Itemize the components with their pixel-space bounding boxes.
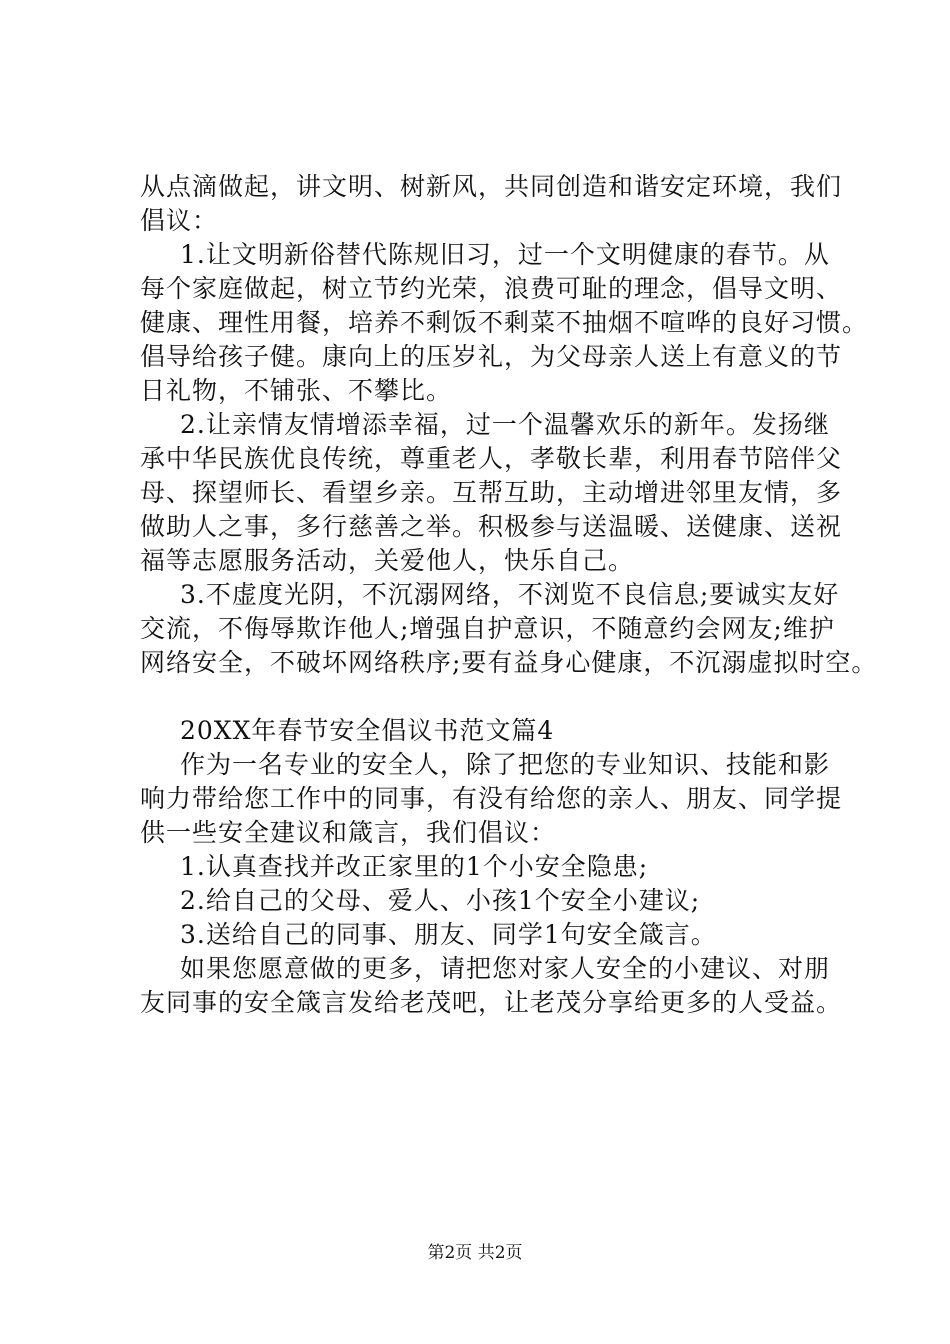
text-line: 母、探望师长、看望乡亲。互帮互助，主动增进邻里友情，多 xyxy=(140,478,843,507)
section-heading: 20XX年春节安全倡议书范文篇4 xyxy=(180,716,555,745)
document-body xyxy=(140,170,878,1020)
text-line: 供一些安全建议和箴言，我们倡议： xyxy=(140,818,557,847)
text-line: 如果您愿意做的更多，请把您对家人安全的小建议、对朋 xyxy=(180,954,831,983)
text-line: 友同事的安全箴言发给老茂吧，让老茂分享给更多的人受益。 xyxy=(140,988,843,1017)
text-line: 3.不虚度光阴，不沉溺网络，不浏览不良信息;要诚实友好 xyxy=(180,580,840,609)
list-item: 3.送给自己的同事、朋友、同学1句安全箴言。 xyxy=(180,920,717,949)
text-line: 2.让亲情友情增添幸福，过一个温馨欢乐的新年。发扬继 xyxy=(180,410,830,439)
text-line: 承中华民族优良传统，尊重老人，孝敬长辈，利用春节陪伴父 xyxy=(140,444,843,473)
text-line: 1.让文明新俗替代陈规旧习，过一个文明健康的春节。从 xyxy=(180,240,830,269)
text-line: 日礼物，不铺张、不攀比。 xyxy=(140,376,453,405)
list-item: 2.给自己的父母、爱人、小孩1个安全小建议; xyxy=(180,886,701,915)
text-line: 作为一名专业的安全人，除了把您的专业知识、技能和影 xyxy=(180,750,831,779)
text-line: 福等志愿服务活动，关爱他人，快乐自己。 xyxy=(140,546,635,575)
text-line: 每个家庭做起，树立节约光荣，浪费可耻的理念，倡导文明、 xyxy=(140,274,843,303)
list-item: 1.认真查找并改正家里的1个小安全隐患; xyxy=(180,852,649,881)
paragraph-gap xyxy=(140,680,840,714)
text-line: 从点滴做起，讲文明、树新风，共同创造和谐安定环境，我们 xyxy=(140,172,843,201)
text-line: 响力带给您工作中的同事，有没有给您的亲人、朋友、同学提 xyxy=(140,784,843,813)
page-number: 第2页 共2页 xyxy=(427,1243,523,1263)
text-line: 健康、理性用餐，培养不剩饭不剩菜不抽烟不喧哗的良好习惯。 xyxy=(140,308,869,337)
text-line: 倡导给孩子健。康向上的压岁礼，为父母亲人送上有意义的节 xyxy=(140,342,843,371)
text-line: 做助人之事，多行慈善之举。积极参与送温暖、送健康、送祝 xyxy=(140,512,843,541)
text-line: 网络安全，不破坏网络秩序;要有益身心健康，不沉溺虚拟时空。 xyxy=(140,648,878,677)
text-line: 交流，不侮辱欺诈他人;增强自护意识，不随意约会网友;维护 xyxy=(140,614,835,643)
text-line: 倡议： xyxy=(140,206,219,235)
